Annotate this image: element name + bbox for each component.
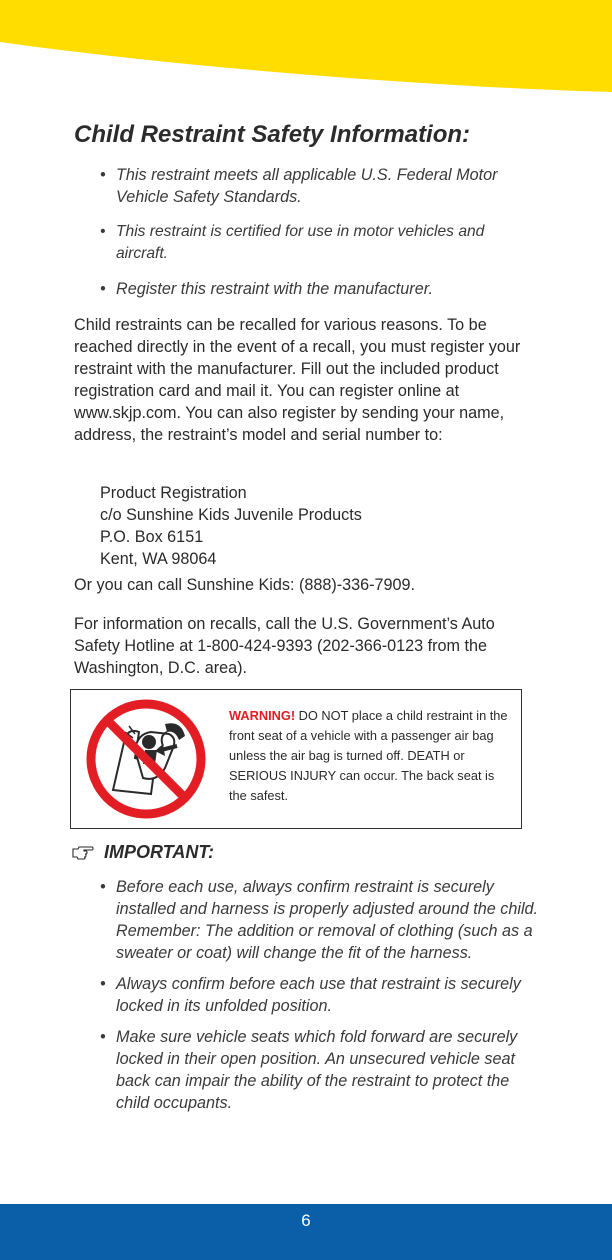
phone-paragraph: Or you can call Sunshine Kids: (888)-336-7909. xyxy=(74,576,416,594)
important-heading-row xyxy=(72,842,214,863)
list-item: • Always confirm before each use that restraint is securely locked in its unfolded position. xyxy=(100,973,540,1017)
important-bullet-list xyxy=(100,876,540,1123)
list-item: • This restraint is certified for use in motor vehicles and aircraft. xyxy=(100,221,540,265)
address-line: P.O. Box 6151 xyxy=(100,528,204,546)
page-number: 6 xyxy=(301,1211,311,1230)
intro-bullet-list xyxy=(100,164,540,313)
recall-paragraph: Child restraints can be recalled for various reasons. To be reached directly in the event of a recall, you must register your restraint with the manufacturer. Fill out the included product registration card and mail it. You can register online at www.skjp.com. You can also register by sending your name, address, the restraint’s model and serial number to: xyxy=(74,316,521,444)
list-item: • Before each use, always confirm restraint is securely installed and harness is properly adjusted around the child. Remember: The addition or removal of clothing (such as a sweater or coat) will change the fit of the harness. xyxy=(100,876,540,964)
no-child-seat-airbag-icon xyxy=(85,698,207,820)
address-line: c/o Sunshine Kids Juvenile Products xyxy=(100,506,362,524)
list-item: • Make sure vehicle seats which fold forward are securely locked in their open position. An unsecured vehicle seat back can impair the ability of the restraint to protect the child occupants. xyxy=(100,1026,540,1114)
address-line: Product Registration xyxy=(100,484,247,502)
address-line: Kent, WA 98064 xyxy=(100,550,217,568)
mailing-address xyxy=(100,482,362,570)
page-title: Child Restraint Safety Information: xyxy=(74,121,471,148)
list-item: • This restraint meets all applicable U.S. Federal Motor Vehicle Safety Standards. xyxy=(100,164,540,208)
warning-text xyxy=(229,706,514,806)
important-heading: IMPORTANT: xyxy=(104,842,214,862)
warning-heading: WARNING! xyxy=(229,708,296,723)
list-item: • Register this restraint with the manufacturer. xyxy=(100,278,540,300)
yellow-banner xyxy=(0,0,612,95)
warning-box xyxy=(70,689,522,829)
warning-body: DO NOT place a child restraint in the front seat of a vehicle with a passenger air bag unless the air bag is turned off. DEATH or SERIOUS INJURY can occur. The back seat is the safest. xyxy=(229,708,508,803)
pointing-hand-icon xyxy=(72,846,94,860)
hotline-paragraph: For information on recalls, call the U.S. Government’s Auto Safety Hotline at 1-800-424-9393 (202-366-0123 from the Washington, D.C. area). xyxy=(74,615,495,677)
